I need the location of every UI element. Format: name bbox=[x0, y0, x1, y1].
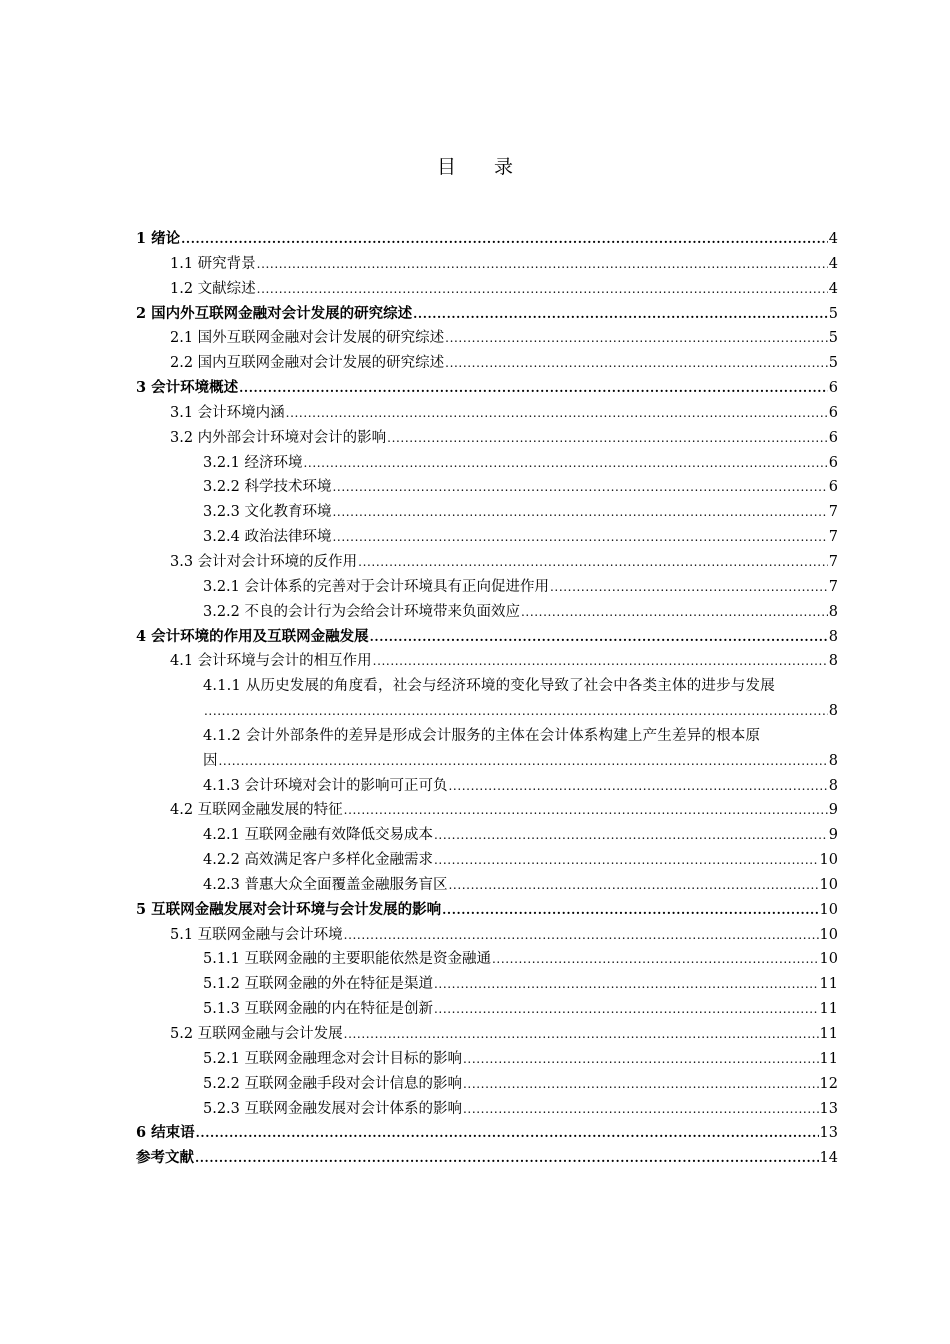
toc-entry-label-continued: 因 bbox=[203, 752, 218, 769]
toc-entry[interactable] bbox=[136, 972, 838, 997]
toc-leader-dots bbox=[333, 500, 828, 525]
toc-page-number: 5 bbox=[828, 330, 838, 347]
toc-entry[interactable] bbox=[136, 426, 838, 451]
toc-title bbox=[0, 152, 950, 179]
toc-entry[interactable] bbox=[136, 575, 838, 600]
toc-leader-dots bbox=[196, 1121, 819, 1146]
toc-page-number: 10 bbox=[819, 951, 838, 968]
toc-page-number: 11 bbox=[819, 1026, 838, 1042]
toc-page-number: 8 bbox=[828, 653, 838, 670]
toc-entry-label: 5.1.3 互联网金融的内在特征是创新 bbox=[203, 1001, 434, 1018]
toc-page-number: 8 bbox=[828, 703, 838, 720]
toc-entry[interactable] bbox=[136, 625, 838, 650]
toc-entry[interactable] bbox=[136, 1097, 838, 1122]
toc-entry[interactable] bbox=[136, 277, 838, 302]
toc-page-number: 10 bbox=[819, 876, 838, 893]
toc-page-number: 13 bbox=[819, 1125, 838, 1142]
toc-entry-label: 3.2 内外部会计环境对会计的影响 bbox=[170, 429, 387, 446]
toc-entry-label: 5.2 互联网金融与会计发展 bbox=[170, 1026, 343, 1042]
toc-page-number: 14 bbox=[819, 1150, 838, 1167]
toc-entry[interactable] bbox=[136, 1072, 838, 1097]
toc-entry-label: 5.2.2 互联网金融手段对会计信息的影响 bbox=[203, 1075, 463, 1092]
toc-entry-label: 2.2 国内互联网金融对会计发展的研究综述 bbox=[170, 355, 445, 372]
toc-page-number: 6 bbox=[828, 479, 838, 496]
toc-entry-label: 4.1.3 会计环境对会计的影响可正可负 bbox=[203, 777, 448, 794]
toc-page-number: 5 bbox=[828, 355, 838, 372]
toc-title-char-1: 目 bbox=[436, 156, 456, 178]
toc-entry-label: 4.2.2 高效满足客户多样化金融需求 bbox=[203, 852, 434, 869]
toc-page-number: 11 bbox=[819, 976, 838, 993]
toc-entry[interactable] bbox=[136, 600, 838, 625]
toc-leader-dots bbox=[521, 600, 828, 625]
toc-entry-label: 3 会计环境概述 bbox=[136, 379, 239, 397]
toc-leader-dots bbox=[344, 1022, 819, 1047]
toc-leader-dots bbox=[358, 550, 828, 575]
toc-page-number: 7 bbox=[828, 578, 838, 595]
toc-entry[interactable] bbox=[136, 500, 838, 525]
toc-page-number: 11 bbox=[819, 1050, 838, 1067]
toc-entry[interactable] bbox=[136, 227, 838, 252]
toc-entry[interactable] bbox=[136, 1022, 838, 1047]
toc-page-number: 8 bbox=[828, 777, 838, 794]
toc-leader-dots bbox=[373, 649, 828, 674]
toc-page-number: 10 bbox=[819, 901, 838, 918]
toc-leader-dots bbox=[304, 451, 828, 476]
toc-entry[interactable] bbox=[136, 724, 838, 774]
toc-page-number: 11 bbox=[819, 1001, 838, 1018]
toc-entry-label: 5.1 互联网金融与会计环境 bbox=[170, 926, 343, 943]
toc-page-number: 5 bbox=[828, 305, 838, 322]
toc-entry-label: 1.1 研究背景 bbox=[170, 255, 256, 272]
toc-entry-label: 3.1 会计环境内涵 bbox=[170, 404, 285, 421]
toc-leader-dots bbox=[333, 475, 828, 500]
toc-entry-label: 2.1 国外互联网金融对会计发展的研究综述 bbox=[170, 330, 445, 347]
toc-entry[interactable] bbox=[136, 376, 838, 401]
table-of-contents bbox=[136, 227, 838, 1171]
toc-entry-label: 4.1.1 从历史发展的角度看，社会与经济环境的变化导致了社会中各类主体的进步与发展 bbox=[203, 678, 775, 695]
toc-entry[interactable] bbox=[136, 401, 838, 426]
toc-leader-dots bbox=[434, 972, 819, 997]
toc-entry[interactable] bbox=[136, 649, 838, 674]
toc-page-number: 7 bbox=[828, 529, 838, 546]
toc-entry[interactable] bbox=[136, 351, 838, 376]
toc-entry-label: 4.1 会计环境与会计的相互作用 bbox=[170, 653, 372, 670]
toc-leader-dots bbox=[344, 798, 828, 823]
toc-leader-dots bbox=[492, 947, 819, 972]
toc-entry-label: 5.1.2 互联网金融的外在特征是渠道 bbox=[203, 976, 434, 993]
toc-entry[interactable] bbox=[136, 947, 838, 972]
toc-leader-dots bbox=[257, 252, 828, 277]
toc-entry[interactable] bbox=[136, 898, 838, 923]
toc-entry-label: 1.2 文献综述 bbox=[170, 280, 256, 297]
toc-entry-label: 4.2 互联网金融发展的特征 bbox=[170, 802, 343, 819]
toc-entry-label: 4.2.1 互联网金融有效降低交易成本 bbox=[203, 827, 434, 844]
toc-title-char-2: 录 bbox=[494, 156, 514, 178]
toc-entry-label: 5.2.1 互联网金融理念对会计目标的影响 bbox=[203, 1050, 463, 1067]
toc-leader-dots bbox=[463, 1097, 819, 1122]
toc-leader-dots bbox=[445, 326, 828, 351]
toc-entry-label: 3.2.1 会计体系的完善对于会计环境具有正向促进作用 bbox=[203, 578, 550, 595]
toc-leader-dots bbox=[344, 923, 819, 948]
toc-leader-dots bbox=[204, 699, 828, 724]
toc-entry-label: 3.2.4 政治法律环境 bbox=[203, 529, 332, 546]
toc-entry[interactable] bbox=[136, 848, 838, 873]
toc-leader-dots bbox=[434, 997, 819, 1022]
toc-page-number: 8 bbox=[828, 752, 838, 769]
toc-page-number: 7 bbox=[828, 553, 838, 570]
toc-entry-label: 6 结束语 bbox=[136, 1124, 195, 1142]
toc-leader-dots bbox=[195, 1146, 819, 1171]
toc-entry-label: 3.2.2 不良的会计行为会给会计环境带来负面效应 bbox=[203, 603, 521, 620]
toc-page-number: 6 bbox=[828, 454, 838, 471]
toc-entry-label: 3.2.3 文化教育环境 bbox=[203, 504, 332, 521]
toc-leader-dots bbox=[239, 376, 828, 401]
toc-leader-dots bbox=[442, 898, 818, 923]
toc-entry-label: 3.2.2 科学技术环境 bbox=[203, 479, 332, 496]
toc-entry[interactable] bbox=[136, 302, 838, 327]
toc-entry[interactable] bbox=[136, 252, 838, 277]
toc-entry[interactable] bbox=[136, 997, 838, 1022]
toc-page-number: 8 bbox=[828, 603, 838, 620]
toc-entry[interactable] bbox=[136, 923, 838, 948]
toc-page-number: 12 bbox=[819, 1075, 838, 1092]
toc-entry[interactable] bbox=[136, 1146, 838, 1171]
toc-entry-label: 4.2.3 普惠大众全面覆盖金融服务盲区 bbox=[203, 876, 448, 893]
toc-entry-label: 1 绪论 bbox=[136, 230, 181, 247]
toc-page-number: 6 bbox=[828, 380, 838, 397]
toc-entry[interactable] bbox=[136, 550, 838, 575]
toc-leader-dots bbox=[434, 823, 828, 848]
toc-entry[interactable] bbox=[136, 326, 838, 351]
toc-page-number: 10 bbox=[819, 852, 838, 869]
toc-page-number: 13 bbox=[819, 1100, 838, 1117]
toc-entry[interactable] bbox=[136, 451, 838, 476]
toc-entry[interactable] bbox=[136, 674, 838, 724]
toc-leader-dots bbox=[181, 227, 828, 252]
toc-leader-dots bbox=[463, 1072, 819, 1097]
toc-entry[interactable] bbox=[136, 1047, 838, 1072]
toc-entry[interactable] bbox=[136, 873, 838, 898]
toc-entry-label: 3.2.1 经济环境 bbox=[203, 454, 303, 471]
toc-leader-dots bbox=[286, 401, 828, 426]
toc-entry[interactable] bbox=[136, 798, 838, 823]
toc-leader-dots bbox=[449, 873, 819, 898]
toc-entry-label: 参考文献 bbox=[136, 1149, 194, 1167]
toc-entry-label: 3.3 会计对会计环境的反作用 bbox=[170, 553, 358, 570]
toc-entry-label: 5.1.1 互联网金融的主要职能依然是资金融通 bbox=[203, 951, 492, 968]
toc-page-number: 9 bbox=[828, 802, 838, 819]
toc-page-number: 10 bbox=[819, 926, 838, 943]
toc-leader-dots bbox=[413, 302, 828, 327]
toc-leader-dots bbox=[387, 426, 828, 451]
toc-leader-dots bbox=[219, 749, 828, 774]
toc-page-number: 7 bbox=[828, 504, 838, 521]
toc-leader-dots bbox=[550, 575, 828, 600]
toc-leader-dots bbox=[449, 774, 828, 799]
toc-page-number: 4 bbox=[828, 231, 838, 247]
toc-page-number: 4 bbox=[828, 280, 838, 297]
toc-entry-label: 2 国内外互联网金融对会计发展的研究综述 bbox=[136, 304, 413, 322]
toc-entry-label: 5.2.3 互联网金融发展对会计体系的影响 bbox=[203, 1100, 463, 1117]
toc-entry-label: 4.1.2 会计外部条件的差异是形成会计服务的主体在会计体系构建上产生差异的根本原 bbox=[203, 727, 761, 744]
toc-page-number: 6 bbox=[828, 429, 838, 446]
toc-entry[interactable] bbox=[136, 823, 838, 848]
toc-entry[interactable] bbox=[136, 525, 838, 550]
toc-leader-dots bbox=[333, 525, 828, 550]
toc-leader-dots bbox=[370, 625, 828, 650]
toc-entry-label: 4 会计环境的作用及互联网金融发展 bbox=[136, 627, 369, 645]
toc-leader-dots bbox=[257, 277, 828, 302]
toc-entry[interactable] bbox=[136, 774, 838, 799]
toc-entry[interactable] bbox=[136, 1121, 838, 1146]
toc-leader-dots bbox=[445, 351, 828, 376]
toc-entry[interactable] bbox=[136, 475, 838, 500]
toc-page-number: 6 bbox=[828, 404, 838, 421]
toc-leader-dots bbox=[434, 848, 819, 873]
toc-leader-dots bbox=[463, 1047, 819, 1072]
toc-page-number: 4 bbox=[828, 255, 838, 272]
toc-page-number: 8 bbox=[828, 628, 838, 645]
toc-page-number: 9 bbox=[828, 827, 838, 844]
toc-entry-label: 5 互联网金融发展对会计环境与会计发展的影响 bbox=[136, 900, 442, 918]
